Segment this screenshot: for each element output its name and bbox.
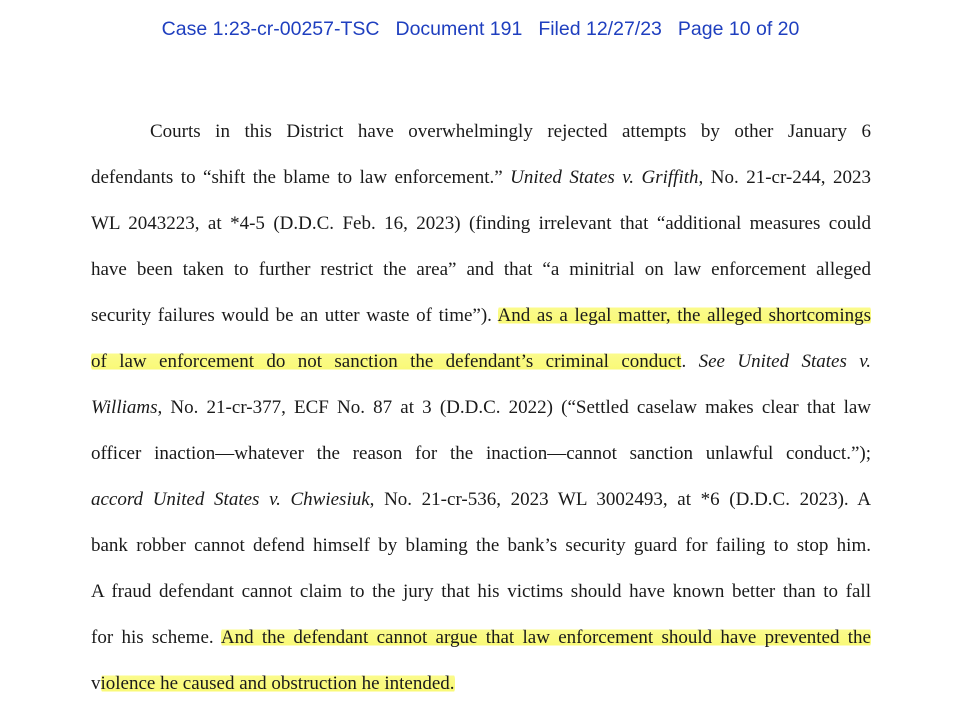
text-line	[91, 480, 871, 526]
text-segment: bank robber cannot defend himself by blaming the bank’s security guard for failing to stop him.	[91, 535, 871, 556]
text-segment: security failures would be an utter waste of time”).	[91, 305, 498, 326]
text-segment: have been taken to further restrict the area” and that “a minitrial on law enforcement alleged	[91, 259, 871, 280]
document-body	[91, 112, 871, 710]
text-line	[91, 342, 871, 388]
text-segment: WL 2043223, at *4-5 (D.D.C. Feb. 16, 2023) (finding irrelevant that “additional measures could	[91, 213, 871, 234]
text-line	[91, 204, 871, 250]
text-segment: .	[681, 351, 699, 372]
text-segment: officer inaction—whatever the reason for the inaction—cannot sanction unlawful conduct.”);	[91, 443, 871, 464]
text-line	[91, 250, 871, 296]
page-number: Page 10 of 20	[677, 18, 800, 40]
case-citation: See United States v.	[698, 351, 872, 372]
text-segment: Courts in this District have overwhelmingly rejected attempts by other January 6	[150, 121, 871, 142]
text-line	[91, 572, 871, 618]
highlighted-text: And as a legal matter, the alleged shortcomings	[497, 305, 871, 326]
case-citation: accord United States v. Chwiesiuk	[91, 489, 370, 510]
filed-date: Filed 12/27/23	[538, 18, 662, 40]
text-line	[91, 664, 871, 710]
text-line	[91, 388, 871, 434]
highlighted-text: And the defendant cannot argue that law enforcement should have prevented the	[220, 627, 871, 648]
text-segment: , No. 21-cr-244, 2023	[698, 167, 871, 188]
text-segment: , No. 21-cr-536, 2023 WL 3002493, at *6 (D.D.C. 2023). A	[369, 489, 872, 510]
text-line	[91, 296, 871, 342]
text-line	[91, 112, 871, 158]
highlighted-text: iolence he caused and obstruction he intended.	[100, 673, 455, 694]
case-citation: Williams	[91, 397, 158, 418]
text-line	[91, 158, 871, 204]
document-number: Document 191	[395, 18, 523, 40]
highlighted-text: of law enforcement do not sanction the defendant’s criminal conduct	[91, 351, 682, 372]
text-segment: defendants to “shift the blame to law enforcement.”	[91, 167, 511, 188]
text-line	[91, 434, 871, 480]
text-segment: for his scheme.	[91, 627, 221, 648]
case-citation: United States v. Griffith	[510, 167, 699, 188]
text-segment: v	[91, 673, 101, 694]
text-segment: , No. 21-cr-377, ECF No. 87 at 3 (D.D.C. 2022) (“Settled caselaw makes clear that law	[157, 397, 871, 418]
text-segment: A fraud defendant cannot claim to the jury that his victims should have known better than to fall	[91, 581, 871, 602]
text-line	[91, 526, 871, 572]
text-line	[91, 618, 871, 664]
case-number: Case 1:23-cr-00257-TSC	[161, 18, 380, 40]
case-header	[0, 16, 961, 42]
